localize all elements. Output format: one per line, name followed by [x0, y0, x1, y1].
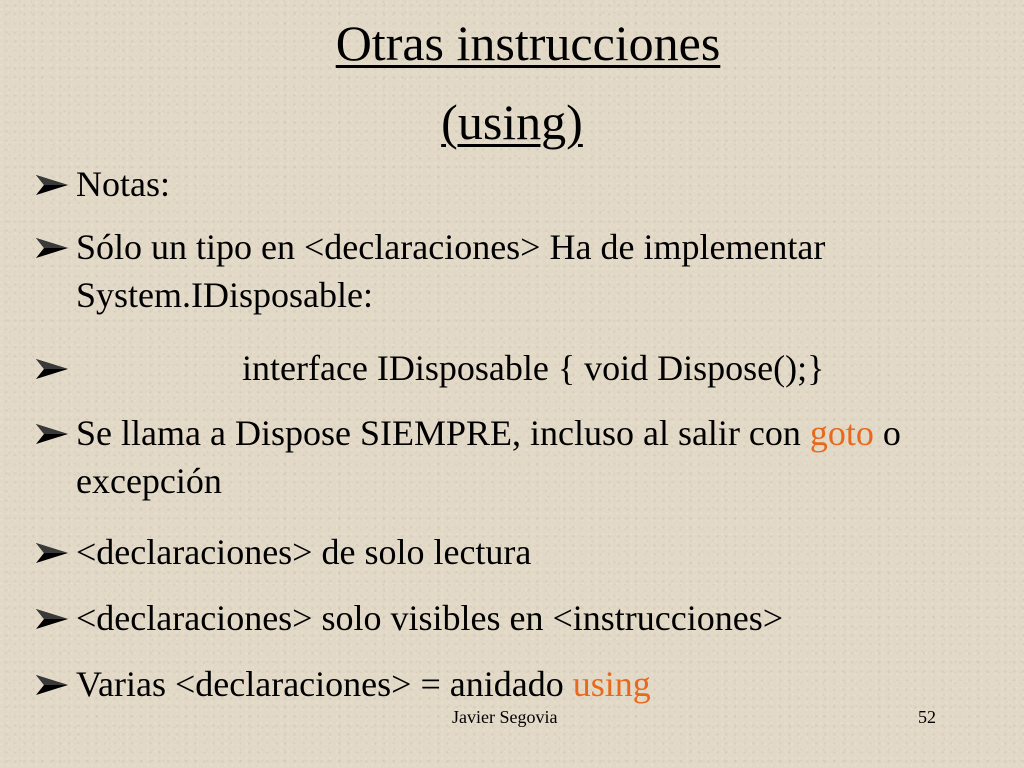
- arrowhead-bullet-icon: [34, 541, 70, 565]
- code-snippet: interface IDisposable { void Dispose();}: [242, 348, 825, 388]
- arrowhead-bullet-icon: [34, 236, 70, 260]
- highlighted-keyword: using: [572, 664, 651, 704]
- arrowhead-bullet-icon: [34, 422, 70, 446]
- bullet-text-before: Se llama a Dispose SIEMPRE, incluso al salir con: [76, 413, 810, 453]
- bullet-text-wrapper: [76, 344, 1009, 392]
- bullet-text: [76, 660, 1009, 708]
- bullet-text: Sólo un tipo en <declaraciones> Ha de implementar System.IDisposable:: [76, 227, 826, 315]
- bullet-item: [34, 223, 1009, 319]
- footer-author: Javier Segovia: [452, 707, 558, 727]
- arrowhead-bullet-icon: [34, 357, 70, 381]
- slide-title-line-1: Otras instrucciones: [335, 15, 721, 71]
- arrowhead-bullet-icon: [34, 607, 70, 631]
- footer-page-number: 52: [918, 707, 936, 727]
- bullet-item: [34, 409, 1009, 505]
- bullet-text-before: Varias <declaraciones> = anidado: [76, 664, 573, 704]
- arrowhead-bullet-icon: [34, 173, 70, 197]
- bullet-item: [34, 594, 1009, 642]
- bullet-text: Notas:: [76, 164, 170, 204]
- bullet-item: [34, 160, 1009, 208]
- bullet-text-after: o excepción: [76, 413, 901, 501]
- bullet-text: <declaraciones> solo visibles en <instrucciones>: [76, 598, 784, 638]
- arrowhead-bullet-icon: [34, 673, 70, 697]
- bullet-item: [34, 660, 1009, 708]
- bullet-item: [34, 528, 1009, 576]
- bullet-text: [76, 409, 1009, 505]
- bullet-item: [34, 344, 1009, 392]
- slide-title-line-2: (using): [441, 94, 583, 150]
- bullet-text: <declaraciones> de solo lectura: [76, 532, 532, 572]
- highlighted-keyword: goto: [809, 413, 874, 453]
